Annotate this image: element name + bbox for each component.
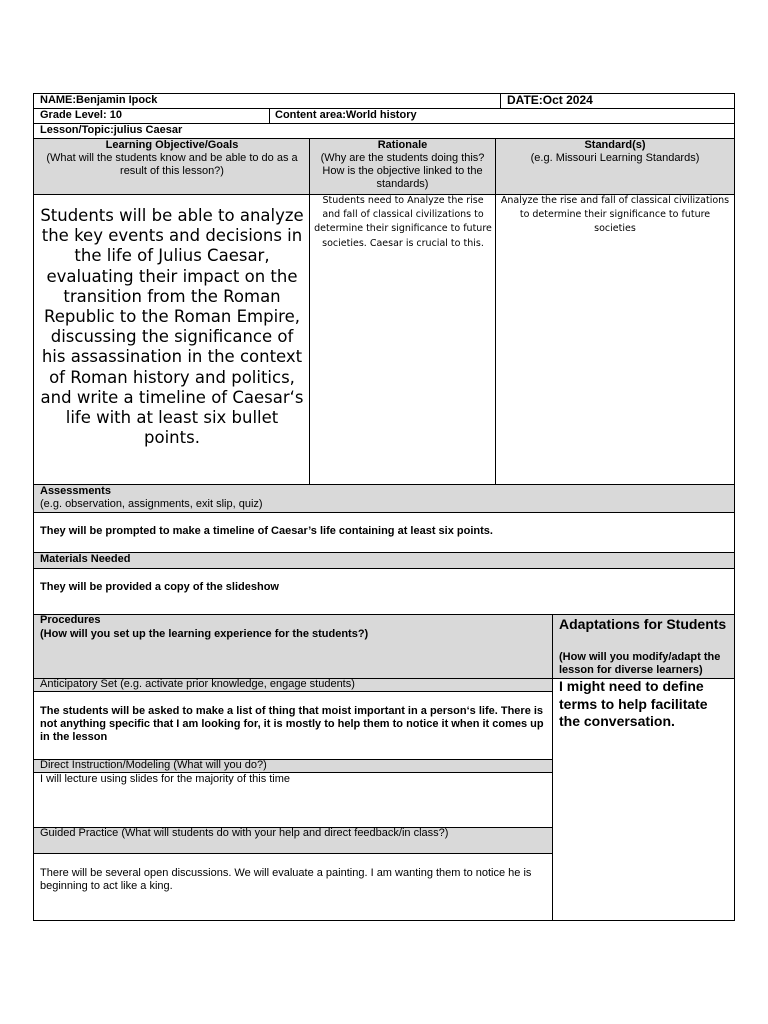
- rationale-title: Rationale: [377, 139, 428, 151]
- table-border: [33, 568, 735, 569]
- adaptations-text: I might need to define terms to help facilitate the conversation.: [559, 678, 708, 729]
- lesson-topic: Lesson/Topic:julius Caesar: [40, 124, 183, 136]
- rationale-text: Students need to Analyze the rise and fall of classical civilizations to determine their significance to future societies. Caesar is crucial to this.: [314, 195, 492, 249]
- objective-title: Learning Objective/Goals: [105, 139, 239, 151]
- table-border: [33, 920, 735, 921]
- adaptations-title: Adaptations for Students: [559, 616, 727, 632]
- direct-instruction-text: I will lecture using slides for the majority of this time: [40, 773, 291, 785]
- table-border: [33, 552, 735, 553]
- table-border: [495, 138, 496, 484]
- table-border: [33, 853, 553, 854]
- assessments-subtitle: (e.g. observation, assignments, exit slip, quiz): [40, 498, 263, 510]
- table-border: [33, 691, 553, 692]
- standards-text: Analyze the rise and fall of classical civilizations to determine their significance to future societies: [500, 195, 730, 235]
- standards-subtitle: (e.g. Missouri Learning Standards): [530, 152, 700, 164]
- content-area: Content area:World history: [275, 109, 417, 121]
- table-border: [33, 512, 735, 513]
- objective-header: [38, 139, 306, 178]
- guided-practice-text: There will be several open discussions. We will evaluate a painting. I am wanting them to notice he is beginning to act like a king.: [40, 867, 532, 892]
- table-border: [33, 484, 735, 485]
- table-border: [309, 138, 310, 484]
- materials-header-shade: [34, 552, 734, 568]
- assessments-title: Assessments: [40, 485, 111, 497]
- assessments-text: They will be prompted to make a timeline of Caesar’s life containing at least six points.: [40, 525, 493, 537]
- procedures-title: Procedures: [40, 614, 101, 626]
- anticipatory-label: Anticipatory Set (e.g. activate prior knowledge, engage students): [40, 678, 355, 690]
- materials-text: They will be provided a copy of the slideshow: [40, 581, 279, 593]
- guided-practice-label: Guided Practice (What will students do with your help and direct feedback/in class?): [40, 827, 449, 839]
- table-border: [734, 93, 735, 921]
- direct-instruction-label: Direct Instruction/Modeling (What will you do?): [40, 759, 267, 771]
- table-border: [552, 614, 553, 920]
- standards-title: Standard(s): [584, 139, 646, 151]
- procedures-header-shade: [34, 614, 552, 678]
- table-border: [33, 93, 34, 921]
- standards-header: [499, 139, 731, 165]
- grade-level: Grade Level: 10: [40, 109, 122, 121]
- lesson-date: DATE:Oct 2024: [507, 93, 593, 107]
- rationale-subtitle: (Why are the students doing this? How is the objective linked to the standards): [320, 152, 485, 190]
- table-border: [269, 108, 270, 123]
- objective-subtitle: (What will the students know and be able to do as a result of this lesson?): [46, 152, 298, 177]
- anticipatory-text: The students will be asked to make a list of thing that moist important in a person‘s life. There is not anything specific that I am looking for, it is mostly to help them to notice it when it comes up in the lesson: [40, 705, 544, 743]
- objective-text: Students will be able to analyze the key events and decisions in the life of Julius Caesar, evaluating their impact on the transition from the Roman Republic to the Roman Empire, discussing the significance of his assassination in the context of Roman history and politics, and write a timeline of Caesar‘s life with at least six bullet points.: [40, 206, 304, 448]
- adaptations-subtitle: (How will you modify/adapt the lesson for diverse learners): [559, 651, 721, 676]
- materials-title: Materials Needed: [40, 553, 131, 565]
- rationale-header: [313, 139, 492, 191]
- table-border: [500, 93, 501, 108]
- procedures-subtitle: (How will you set up the learning experience for the students?): [40, 628, 369, 640]
- teacher-name: NAME:Benjamin Ipock: [40, 94, 158, 106]
